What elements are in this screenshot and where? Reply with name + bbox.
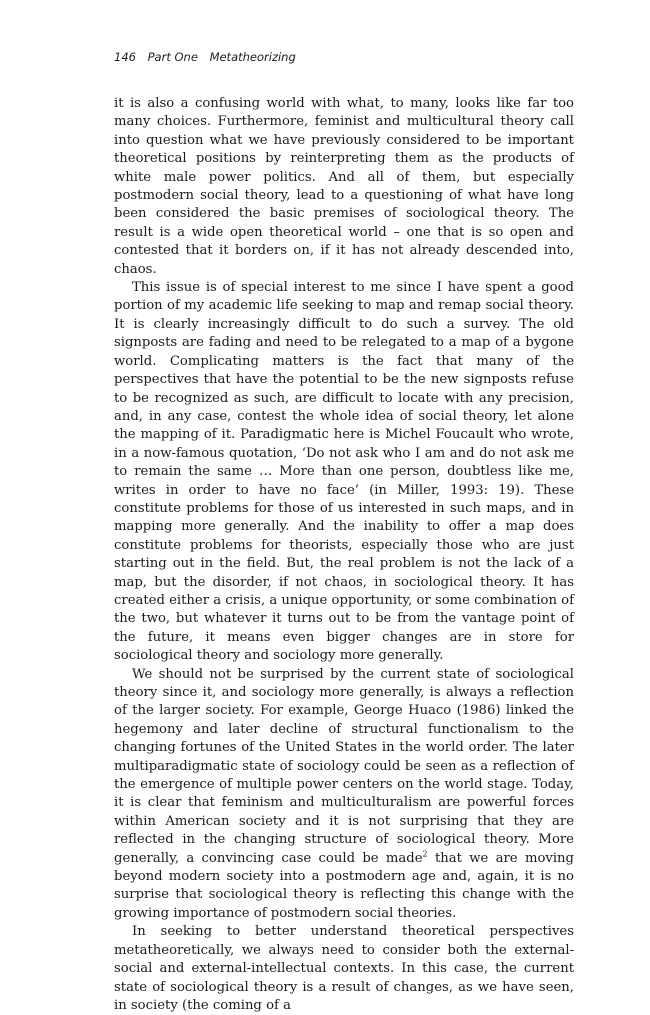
paragraph: In seeking to better understand theoretical perspectives metatheoretically, we always need to consider both the external-social and external-intellectual contexts. In this case, the current state of sociological theory is a result of changes, as we have seen, in society (the coming of a <box>114 924 574 1013</box>
body-text <box>114 95 574 1015</box>
running-header <box>114 50 304 64</box>
paragraph: This issue is of special interest to me since I have spent a good portion of my academic life seeking to map and remap social theory. It is clearly increasingly difficult to do such a survey. The old signposts are fading and need to be relegated to a map of a bygone world. Complicating matters is the fact that many of the perspectives that have the potential to be the new signposts refuse to be recognized as such, are difficult to locate with any precision, and, in any case, contest the whole idea of social theory, let alone the mapping of it. Paradigmatic here is Michel Foucault who wrote, in a now-famous quotation, ‘Do not ask who I am and do not ask me to remain the same … More than one person, doubtless like me, writes in order to have no face’ (in Miller, 1993: 19). These constitute problems for those of us interested in such maps, and in mapping more generally. And the inability to offer a map does constitute problems for theorists, especially those who are just starting out in the field. But, the real problem is not the lack of a map, but the disorder, if not chaos, in sociological theory. It has created either a crisis, a unique opportunity, or some combination of the two, but whatever it turns out to be from the vantage point of the future, it means even bigger changes are in store for sociological theory and sociology more generally. <box>114 280 574 664</box>
paragraph-text: We should not be surprised by the current state of sociological theory since it, and sociology more generally, is always a reflection of the larger society. For example, George Huaco (1986) linked the hegemony and later decline of structural functionalism to the changing fortunes of the United States in the world order. The later multiparadigmatic state of sociology could be seen as a reflection of the emergence of multiple power centers on the world stage. Today, it is clear that feminism and multiculturalism are powerful forces within American society and it is not surprising that they are reflected in the changing structure of sociological theory. More generally, a convincing case could be made <box>114 666 574 866</box>
paragraph-text: that we are moving beyond modern society into a postmodern age and, again, it is no surprise that sociological theory is reflecting this change with the growing importance of postmodern social theories. <box>114 850 574 921</box>
paragraph: it is also a confusing world with what, to many, looks like far too many choices. Furthermore, feminist and multicultural theory call into question what we have previously considered to be important theoretical positions by reinterpreting them as the products of white male power politics. And all of them, but especially postmodern social theory, lead to a questioning of what have long been considered the basic premises of sociological theory. The result is a wide open theoretical world – one that is so open and contested that it borders on, if it has not already descended into, chaos. <box>114 96 574 277</box>
page-number: 146 <box>114 50 136 64</box>
paragraph <box>114 666 574 924</box>
part-title: Part One <box>147 50 198 64</box>
footnote-marker: 2 <box>422 849 428 859</box>
chapter-title: Metatheorizing <box>209 50 296 64</box>
